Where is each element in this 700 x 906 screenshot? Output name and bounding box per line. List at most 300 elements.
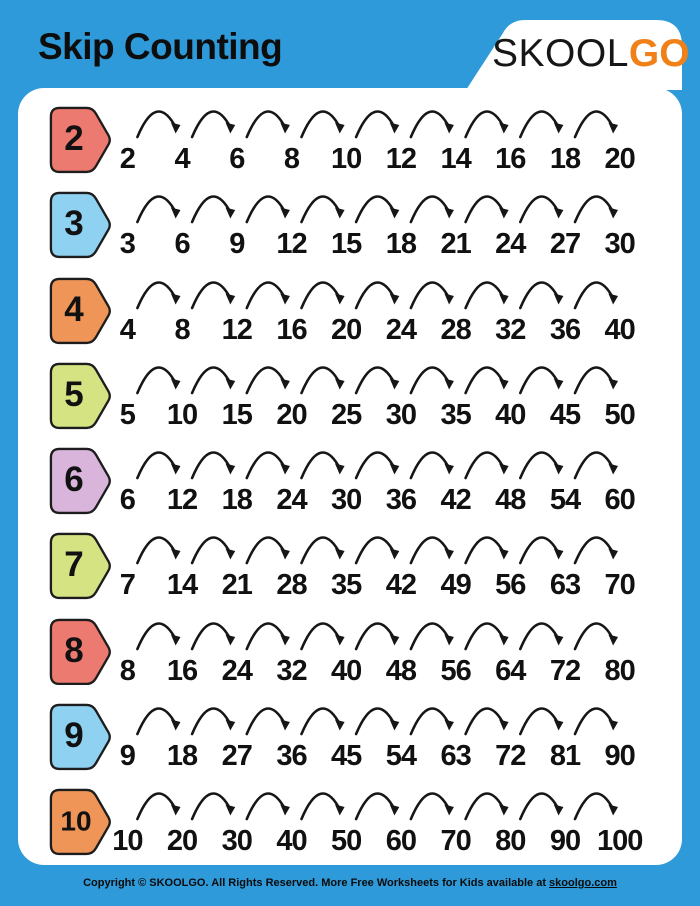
jump-arc-arrowhead: [499, 293, 509, 304]
skip-row: [18, 179, 682, 264]
jump-arc-arrowhead: [226, 123, 236, 134]
jump-arc-arrowhead: [226, 634, 236, 645]
jump-arc-arrowhead: [444, 208, 454, 219]
sequence-number: 24: [385, 313, 416, 346]
sequence-number: 10: [112, 824, 143, 857]
jump-arc: [575, 367, 614, 392]
jump-arc: [411, 197, 450, 222]
number-track: [100, 363, 647, 432]
jump-arc-arrowhead: [608, 378, 618, 389]
jump-arc: [520, 112, 559, 137]
jump-arc-arrowhead: [608, 464, 618, 475]
jump-arc: [247, 453, 286, 478]
jump-arc-arrowhead: [171, 208, 181, 219]
sequence-number: 90: [604, 739, 635, 772]
sequence-number: 81: [549, 739, 581, 772]
jump-arc: [411, 453, 450, 478]
sequence-number: 10: [166, 398, 198, 431]
jump-arc: [466, 367, 505, 392]
jump-arcs: [100, 619, 647, 655]
skip-badge-number: 9: [64, 715, 84, 755]
jump-arc: [575, 793, 614, 818]
number-sequence: [100, 228, 647, 261]
sequence-number: 12: [276, 228, 307, 261]
jump-arc: [302, 793, 341, 818]
number-sequence: [100, 740, 647, 773]
jump-arc: [302, 538, 341, 563]
sequence-number: 8: [119, 654, 135, 687]
jump-arc-arrowhead: [554, 634, 564, 645]
sequence-number: 30: [604, 228, 635, 261]
jump-arc-arrowhead: [335, 378, 345, 389]
jump-arc: [247, 197, 286, 222]
jump-arc: [575, 623, 614, 648]
sequence-number: 49: [440, 569, 471, 602]
jump-arc: [356, 453, 395, 478]
sequence-number: 50: [331, 824, 362, 857]
jump-arc-arrowhead: [444, 804, 454, 815]
jump-arc: [137, 793, 176, 818]
jump-arc: [575, 282, 614, 307]
number-sequence: [100, 569, 647, 602]
jump-arc: [302, 197, 341, 222]
jump-arc: [192, 112, 231, 137]
jump-arc-arrowhead: [280, 549, 290, 560]
jump-arc-arrowhead: [335, 208, 345, 219]
sequence-number: 12: [166, 484, 198, 517]
jump-arc-arrowhead: [280, 293, 290, 304]
skoolgo-logo: [492, 32, 690, 75]
sequence-number: 6: [174, 228, 190, 261]
jump-arc-arrowhead: [171, 804, 181, 815]
sequence-number: 100: [596, 824, 643, 857]
jump-arc-arrowhead: [335, 634, 345, 645]
jump-arc-arrowhead: [554, 804, 564, 815]
sequence-number: 21: [440, 228, 471, 261]
jump-arc: [575, 708, 614, 733]
jump-arc-arrowhead: [171, 464, 181, 475]
sequence-number: 63: [549, 569, 581, 602]
sequence-number: 60: [604, 484, 635, 517]
jump-arc: [411, 623, 450, 648]
jump-arc: [356, 538, 395, 563]
jump-arc: [356, 623, 395, 648]
jump-arc: [137, 282, 176, 307]
jump-arc: [411, 367, 450, 392]
skip-badge-number: 4: [64, 289, 84, 329]
skip-rows: [18, 88, 682, 865]
sequence-number: 24: [221, 654, 252, 687]
sequence-number: 50: [604, 398, 635, 431]
jump-arc: [466, 538, 505, 563]
jump-arc-arrowhead: [226, 378, 236, 389]
sequence-number: 6: [119, 484, 135, 517]
sequence-number: 56: [495, 569, 526, 602]
jump-arc-arrowhead: [554, 549, 564, 560]
number-track: [100, 704, 647, 773]
sequence-number: 12: [221, 313, 252, 346]
page-title: Skip Counting: [38, 26, 283, 67]
number-track: [100, 107, 647, 176]
jump-arc: [411, 708, 450, 733]
jump-arc: [356, 793, 395, 818]
jump-arc-arrowhead: [280, 378, 290, 389]
jump-arc-arrowhead: [444, 293, 454, 304]
jump-arcs: [100, 192, 647, 228]
number-track: [100, 619, 647, 688]
jump-arc-arrowhead: [499, 719, 509, 730]
sequence-number: 35: [331, 569, 362, 602]
jump-arc: [192, 708, 231, 733]
jump-arc: [137, 112, 176, 137]
jump-arc-arrowhead: [226, 293, 236, 304]
jump-arcs: [100, 107, 647, 143]
jump-arc-arrowhead: [390, 378, 400, 389]
sequence-number: 72: [549, 654, 581, 687]
sequence-number: 24: [276, 484, 307, 517]
logo-text-skool: SKOOL: [492, 32, 629, 75]
jump-arc: [356, 197, 395, 222]
sequence-number: 10: [331, 143, 362, 176]
jump-arc-arrowhead: [499, 804, 509, 815]
sequence-number: 70: [440, 824, 471, 857]
jump-arc: [411, 282, 450, 307]
jump-arc-arrowhead: [335, 549, 345, 560]
jump-arc-arrowhead: [280, 719, 290, 730]
jump-arc: [466, 197, 505, 222]
jump-arc: [520, 367, 559, 392]
jump-arc-arrowhead: [390, 464, 400, 475]
sequence-number: 18: [166, 739, 198, 772]
sequence-number: 18: [549, 143, 581, 176]
jump-arc: [466, 112, 505, 137]
sequence-number: 56: [440, 654, 471, 687]
jump-arcs: [100, 704, 647, 740]
jump-arc-arrowhead: [444, 634, 454, 645]
jump-arc-arrowhead: [554, 208, 564, 219]
jump-arc-arrowhead: [390, 719, 400, 730]
sequence-number: 25: [331, 398, 362, 431]
number-track: [100, 192, 647, 261]
jump-arc-arrowhead: [171, 719, 181, 730]
sequence-number: 16: [166, 654, 198, 687]
jump-arc-arrowhead: [444, 549, 454, 560]
sequence-number: 7: [119, 569, 135, 602]
jump-arc-arrowhead: [554, 293, 564, 304]
number-track: [100, 789, 647, 858]
jump-arc: [520, 623, 559, 648]
sequence-number: 32: [276, 654, 307, 687]
sequence-number: 36: [385, 484, 416, 517]
jump-arc-arrowhead: [499, 378, 509, 389]
jump-arc-arrowhead: [608, 804, 618, 815]
jump-arc: [466, 453, 505, 478]
number-sequence: [100, 399, 647, 432]
jump-arc: [356, 112, 395, 137]
jump-arc: [137, 367, 176, 392]
sequence-number: 5: [119, 398, 135, 431]
jump-arc-arrowhead: [608, 293, 618, 304]
sequence-number: 6: [229, 143, 245, 176]
jump-arc-arrowhead: [499, 208, 509, 219]
jump-arcs: [100, 533, 647, 569]
jump-arc: [302, 453, 341, 478]
sequence-number: 28: [276, 569, 307, 602]
jump-arc-arrowhead: [390, 293, 400, 304]
jump-arc-arrowhead: [499, 634, 509, 645]
sequence-number: 72: [495, 739, 526, 772]
jump-arc-arrowhead: [390, 804, 400, 815]
jump-arc: [192, 197, 231, 222]
jump-arc: [466, 793, 505, 818]
jump-arc: [302, 708, 341, 733]
sequence-number: 40: [604, 313, 635, 346]
jump-arc: [411, 538, 450, 563]
sequence-number: 15: [331, 228, 362, 261]
jump-arc: [247, 282, 286, 307]
jump-arc-arrowhead: [390, 549, 400, 560]
skip-row: [18, 605, 682, 690]
jump-arc: [247, 708, 286, 733]
sequence-number: 45: [331, 739, 362, 772]
sequence-number: 14: [440, 143, 471, 176]
jump-arc: [137, 197, 176, 222]
number-track: [100, 533, 647, 602]
jump-arcs: [100, 448, 647, 484]
jump-arc: [247, 112, 286, 137]
skip-row: [18, 94, 682, 179]
sequence-number: 9: [119, 739, 135, 772]
sequence-number: 36: [276, 739, 307, 772]
sequence-number: 80: [495, 824, 526, 857]
jump-arc-arrowhead: [171, 549, 181, 560]
sequence-number: 54: [549, 484, 581, 517]
jump-arcs: [100, 363, 647, 399]
skip-row: [18, 435, 682, 520]
jump-arc: [520, 708, 559, 733]
number-track: [100, 278, 647, 347]
sequence-number: 27: [221, 739, 252, 772]
jump-arc-arrowhead: [608, 549, 618, 560]
jump-arc: [575, 453, 614, 478]
jump-arc: [137, 623, 176, 648]
sequence-number: 54: [385, 739, 416, 772]
jump-arc: [575, 538, 614, 563]
jump-arc-arrowhead: [226, 208, 236, 219]
jump-arc: [192, 538, 231, 563]
skip-badge-number: 6: [64, 460, 84, 500]
jump-arc-arrowhead: [226, 719, 236, 730]
jump-arcs: [100, 278, 647, 314]
footer-link[interactable]: skoolgo.com: [549, 877, 617, 889]
jump-arc: [411, 793, 450, 818]
jump-arc-arrowhead: [226, 549, 236, 560]
jump-arc-arrowhead: [554, 719, 564, 730]
jump-arc: [356, 708, 395, 733]
jump-arc-arrowhead: [608, 634, 618, 645]
sequence-number: 8: [174, 313, 190, 346]
jump-arc-arrowhead: [335, 464, 345, 475]
jump-arc: [137, 708, 176, 733]
jump-arc-arrowhead: [335, 804, 345, 815]
jump-arc: [192, 453, 231, 478]
sequence-number: 20: [331, 313, 362, 346]
skip-badge-number: 7: [64, 545, 84, 585]
jump-arc-arrowhead: [335, 719, 345, 730]
sequence-number: 8: [283, 143, 300, 176]
jump-arc-arrowhead: [280, 634, 290, 645]
sequence-number: 27: [549, 228, 581, 261]
sequence-number: 18: [221, 484, 252, 517]
sequence-number: 9: [229, 228, 245, 261]
sequence-number: 14: [166, 569, 198, 602]
jump-arc-arrowhead: [499, 123, 509, 134]
sequence-number: 48: [495, 484, 526, 517]
jump-arc: [520, 453, 559, 478]
jump-arc-arrowhead: [280, 208, 290, 219]
jump-arc: [575, 112, 614, 137]
jump-arc-arrowhead: [171, 293, 181, 304]
jump-arc-arrowhead: [335, 293, 345, 304]
jump-arc-arrowhead: [444, 123, 454, 134]
skip-badge-number: 8: [64, 630, 84, 670]
jump-arc: [466, 623, 505, 648]
sequence-number: 21: [221, 569, 252, 602]
jump-arc-arrowhead: [608, 123, 618, 134]
jump-arc: [466, 708, 505, 733]
sequence-number: 16: [276, 313, 307, 346]
jump-arc-arrowhead: [554, 123, 564, 134]
jump-arc-arrowhead: [499, 549, 509, 560]
number-track: [100, 448, 647, 517]
jump-arc: [356, 282, 395, 307]
sequence-number: 3: [119, 228, 135, 261]
skip-row: [18, 776, 682, 861]
jump-arcs: [100, 789, 647, 825]
jump-arc-arrowhead: [390, 123, 400, 134]
jump-arc: [247, 367, 286, 392]
sequence-number: 42: [440, 484, 471, 517]
jump-arc: [247, 793, 286, 818]
jump-arc: [192, 282, 231, 307]
sequence-number: 42: [385, 569, 416, 602]
skip-row: [18, 264, 682, 349]
worksheet-card: [18, 88, 682, 865]
sequence-number: 36: [549, 313, 581, 346]
jump-arc: [137, 538, 176, 563]
sequence-number: 2: [119, 143, 135, 176]
sequence-number: 32: [495, 313, 526, 346]
jump-arc: [520, 197, 559, 222]
sequence-number: 30: [385, 398, 416, 431]
sequence-number: 12: [385, 143, 416, 176]
jump-arc-arrowhead: [554, 464, 564, 475]
skip-row: [18, 520, 682, 605]
sequence-number: 64: [495, 654, 526, 687]
jump-arc: [302, 623, 341, 648]
jump-arc-arrowhead: [390, 634, 400, 645]
sequence-number: 4: [174, 143, 190, 176]
jump-arc: [137, 453, 176, 478]
sequence-number: 80: [604, 654, 635, 687]
sequence-number: 20: [166, 824, 198, 857]
skip-badge-number: 3: [64, 204, 84, 244]
jump-arc: [247, 538, 286, 563]
jump-arc: [302, 282, 341, 307]
jump-arc-arrowhead: [280, 123, 290, 134]
jump-arc-arrowhead: [280, 804, 290, 815]
logo-text-go: GO: [628, 32, 690, 75]
jump-arc-arrowhead: [335, 123, 345, 134]
sequence-number: 35: [440, 398, 471, 431]
sequence-number: 60: [385, 824, 416, 857]
sequence-number: 70: [604, 569, 635, 602]
sequence-number: 30: [221, 824, 252, 857]
sequence-number: 30: [331, 484, 362, 517]
number-sequence: [100, 825, 647, 858]
jump-arc-arrowhead: [226, 464, 236, 475]
skip-badge-number: 5: [64, 375, 84, 415]
jump-arc-arrowhead: [444, 719, 454, 730]
sequence-number: 20: [276, 398, 307, 431]
jump-arc-arrowhead: [444, 464, 454, 475]
sequence-number: 48: [385, 654, 416, 687]
jump-arc: [247, 623, 286, 648]
jump-arc: [302, 112, 341, 137]
number-sequence: [100, 484, 647, 517]
jump-arc-arrowhead: [499, 464, 509, 475]
skip-badge-number: 2: [64, 119, 84, 159]
jump-arc-arrowhead: [608, 208, 618, 219]
sequence-number: 40: [331, 654, 362, 687]
jump-arc-arrowhead: [171, 378, 181, 389]
sequence-number: 90: [549, 824, 581, 857]
number-sequence: [100, 314, 647, 347]
sequence-number: 45: [549, 398, 581, 431]
jump-arc: [520, 793, 559, 818]
jump-arc-arrowhead: [171, 123, 181, 134]
sequence-number: 15: [221, 398, 252, 431]
sequence-number: 28: [440, 313, 471, 346]
jump-arc: [520, 538, 559, 563]
jump-arc: [520, 282, 559, 307]
sequence-number: 40: [495, 398, 526, 431]
jump-arc-arrowhead: [554, 378, 564, 389]
jump-arc: [302, 367, 341, 392]
jump-arc-arrowhead: [280, 464, 290, 475]
jump-arc-arrowhead: [171, 634, 181, 645]
footer-text: Copyright © SKOOLGO. All Rights Reserved. More Free Worksheets for Kids available at: [83, 877, 550, 889]
footer-copyright: [0, 877, 700, 889]
number-sequence: [100, 143, 647, 176]
skip-row: [18, 691, 682, 776]
sequence-number: 24: [495, 228, 526, 261]
sequence-number: 18: [385, 228, 416, 261]
jump-arc-arrowhead: [608, 719, 618, 730]
jump-arc: [466, 282, 505, 307]
jump-arc-arrowhead: [226, 804, 236, 815]
jump-arc: [192, 367, 231, 392]
jump-arc: [192, 793, 231, 818]
jump-arc: [192, 623, 231, 648]
jump-arc-arrowhead: [444, 378, 454, 389]
jump-arc-arrowhead: [390, 208, 400, 219]
jump-arc: [356, 367, 395, 392]
sequence-number: 20: [604, 143, 635, 176]
sequence-number: 16: [495, 143, 526, 176]
sequence-number: 4: [119, 313, 135, 346]
jump-arc: [575, 197, 614, 222]
